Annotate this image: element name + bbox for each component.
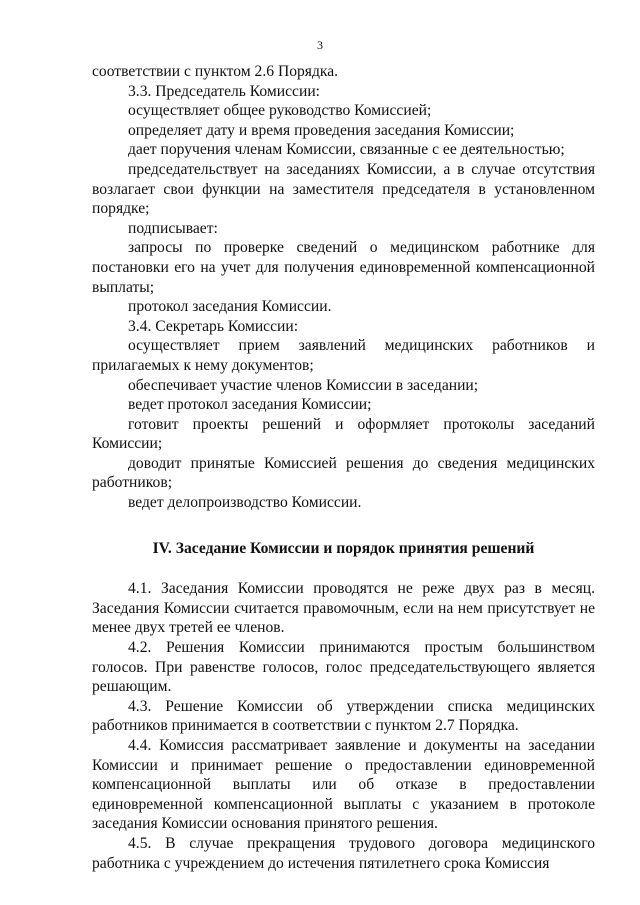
paragraph: осуществляет общее руководство Комиссией; — [128, 102, 432, 120]
paragraph: 4.2. Решения Комиссии принимаются простым большинством голосов. При равенстве голосов, голос председательствующего является решающим. — [92, 639, 595, 696]
paragraph: осуществляет прием заявлений медицинских работников и прилагаемых к нему документов; — [92, 337, 595, 374]
paragraph: 4.1. Заседания Комиссии проводятся не реже двух раз в месяц. Заседания Комиссии считается правомочным, если на нем присутствует не менее двух третей ее членов. — [92, 580, 595, 637]
section-iv-body — [92, 579, 595, 873]
paragraph: протокол заседания Комиссии. — [128, 298, 332, 316]
document-body — [92, 62, 595, 873]
paragraph: определяет дату и время проведения заседания Комиссии; — [128, 121, 515, 139]
paragraph: соответствии с пунктом 2.6 Порядка. — [92, 63, 339, 80]
paragraph: подписывает: — [128, 219, 218, 237]
paragraph: 3.3. Председатель Комиссии: — [128, 82, 321, 100]
paragraph: дает поручения членам Комиссии, связанные с ее деятельностью; — [128, 141, 565, 159]
section-iii-body — [92, 62, 595, 513]
section-heading: IV. Заседание Комиссии и порядок принятия решений — [152, 539, 535, 557]
paragraph: 4.5. В случае прекращения трудового договора медицинского работника с учреждением до истечения пятилетнего срока Комиссия — [92, 834, 595, 872]
paragraph: 3.4. Секретарь Комиссии: — [128, 317, 299, 335]
paragraph: председательствует на заседаниях Комиссии, а в случае отсутствия возлагает свои функции на заместителя председателя в установленном порядке; — [92, 160, 595, 218]
paragraph: ведет протокол заседания Комиссии; — [128, 396, 372, 414]
paragraph: доводит принятые Комиссией решения до сведения медицинских работников; — [92, 454, 595, 492]
paragraph: 4.3. Решение Комиссии об утверждении списка медицинских работников принимается в соответствии с пунктом 2.7 Порядка. — [92, 697, 595, 735]
paragraph: запросы по проверке сведений о медицинском работнике для постановки его на учет для получения единовременной компенсационной выплаты; — [92, 239, 595, 296]
paragraph: 4.4. Комиссия рассматривает заявление и документы на заседании Комиссии и принимает решение о предоставлении единовременной компенсационной выплаты или об отказе в предоставлении единовременной компенсационной выплаты с указанием в протоколе заседания Комиссии основания принятого решения. — [92, 737, 595, 833]
page-number: 3 — [317, 38, 323, 52]
paragraph: готовит проекты решений и оформляет протоколы заседаний Комиссии; — [92, 415, 595, 453]
paragraph: ведет делопроизводство Комиссии. — [128, 494, 362, 512]
paragraph: обеспечивает участие членов Комиссии в заседании; — [128, 376, 479, 394]
